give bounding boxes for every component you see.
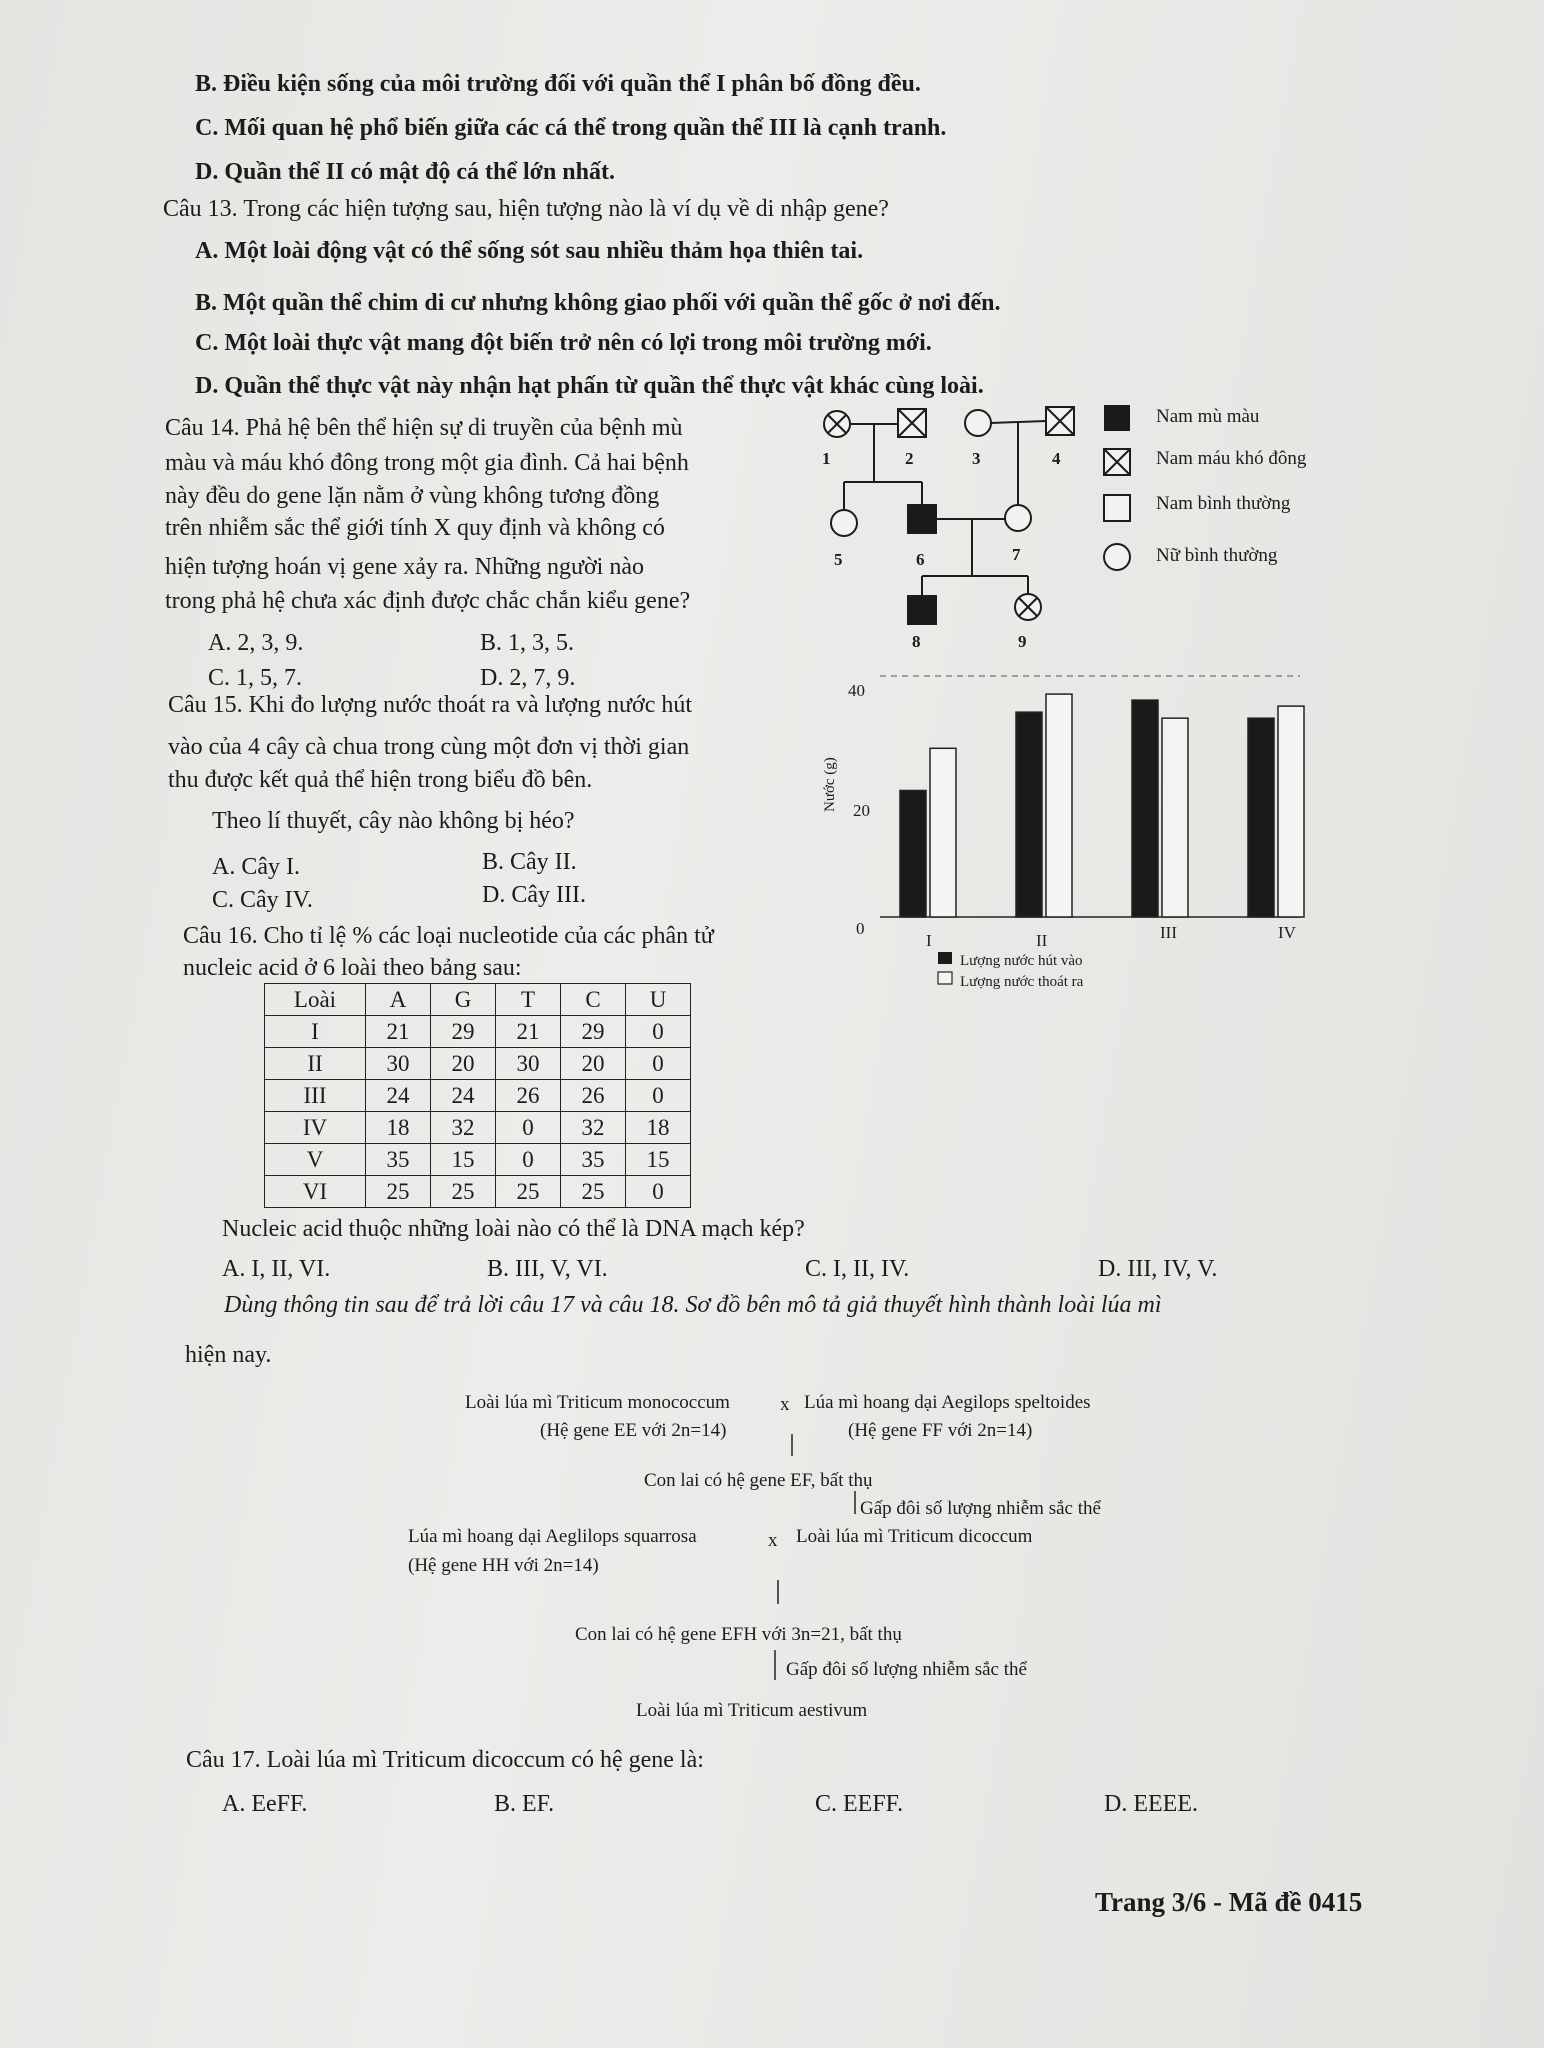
pedigree-number: 2 xyxy=(905,449,914,468)
pedigree-number: 4 xyxy=(1052,449,1061,468)
q14-option-c: C. 1, 5, 7. xyxy=(208,665,303,691)
chart-bar-transpired-I xyxy=(930,748,956,917)
legend-normal-female-symbol xyxy=(1104,544,1130,570)
water-bar-chart xyxy=(880,676,1304,984)
q15-option-a: A. Cây I. xyxy=(212,854,300,880)
q13-option-c: C. Một loài thực vật mang đột biến trở nên có lợi trong môi trường mới. xyxy=(195,330,932,356)
q15-stem-line: Câu 15. Khi đo lượng nước thoát ra và lượng nước hút xyxy=(168,692,693,718)
q14-stem-line: này đều do gene lặn nằm ở vùng không tương đồng xyxy=(165,483,660,509)
table-header-cell: U xyxy=(626,984,691,1016)
chart-category-label: I xyxy=(926,931,932,950)
q17-option-a: A. EeFF. xyxy=(222,1791,308,1817)
q15-stem-line: vào của 4 cây cà chua trong cùng một đơn vị thời gian xyxy=(168,734,690,760)
table-cell: 18 xyxy=(366,1112,431,1144)
table-cell: 0 xyxy=(496,1144,561,1176)
pedigree-number: 5 xyxy=(834,550,843,569)
table-cell: 15 xyxy=(431,1144,496,1176)
q12-option-b: B. Điều kiện sống của môi trường đối với quần thể I phân bố đồng đều. xyxy=(195,71,921,97)
pedigree-number: 3 xyxy=(972,449,981,468)
table-cell: IV xyxy=(265,1112,366,1144)
q16-stem-line: nucleic acid ở 6 loài theo bảng sau: xyxy=(183,955,522,981)
table-cell: 29 xyxy=(561,1016,626,1048)
chart-legend-swatch-transpired xyxy=(938,972,952,984)
table-cell: 0 xyxy=(626,1048,691,1080)
pedigree-number: 8 xyxy=(912,632,921,651)
q15-question: Theo lí thuyết, cây nào không bị héo? xyxy=(212,808,575,834)
table-cell: 32 xyxy=(431,1112,496,1144)
table-cell: 30 xyxy=(496,1048,561,1080)
table-cell: V xyxy=(265,1144,366,1176)
table-cell: 20 xyxy=(561,1048,626,1080)
page-footer: Trang 3/6 - Mã đề 0415 xyxy=(1095,1887,1363,1917)
table-cell: 25 xyxy=(431,1176,496,1208)
pedigree-individual-1 xyxy=(824,411,850,437)
table-cell: VI xyxy=(265,1176,366,1208)
chart-ytick-0: 0 xyxy=(856,919,865,938)
chart-bar-transpired-II xyxy=(1046,694,1072,917)
table-cell: 35 xyxy=(561,1144,626,1176)
table-cell: 20 xyxy=(431,1048,496,1080)
chart-category-label: III xyxy=(1160,923,1177,942)
table-cell: 21 xyxy=(366,1016,431,1048)
intro-17-18-line: hiện nay. xyxy=(185,1342,272,1368)
q12-option-c: C. Mối quan hệ phổ biến giữa các cá thể trong quần thể III là cạnh tranh. xyxy=(195,115,947,141)
scheme-hybrid-1: Con lai có hệ gene EF, bất thụ xyxy=(644,1470,873,1491)
chart-bar-transpired-IV xyxy=(1278,706,1304,917)
chart-legend-label-absorbed: Lượng nước hút vào xyxy=(960,953,1083,969)
scheme-hybrid-2: Con lai có hệ gene EFH với 3n=21, bất thụ xyxy=(575,1624,902,1645)
q16-question: Nucleic acid thuộc những loài nào có thể là DNA mạch kép? xyxy=(222,1216,805,1242)
pedigree-individual-9 xyxy=(1015,594,1041,620)
chart-ytick-40: 40 xyxy=(848,681,865,700)
scheme-parent-4: Loài lúa mì Triticum dicoccum xyxy=(796,1526,1033,1547)
chart-legend-swatch-absorbed xyxy=(938,952,952,964)
q13-stem: Câu 13. Trong các hiện tượng sau, hiện tượng nào là ví dụ về di nhập gene? xyxy=(163,196,889,222)
legend-normal-female-label: Nữ bình thường xyxy=(1156,545,1278,566)
pedigree-number: 9 xyxy=(1018,632,1027,651)
pedigree-diagram xyxy=(824,407,1074,624)
intro-17-18-line: Dùng thông tin sau để trả lời câu 17 và câu 18. Sơ đồ bên mô tả giả thuyết hình thành loài lúa mì xyxy=(224,1292,1162,1318)
chart-category-label: II xyxy=(1036,931,1048,950)
scheme-parent-2-genome: (Hệ gene FF với 2n=14) xyxy=(848,1420,1033,1441)
table-header-cell: A xyxy=(366,984,431,1016)
q17-option-b: B. EF. xyxy=(494,1791,555,1817)
q17-stem: Câu 17. Loài lúa mì Triticum dicoccum có hệ gene là: xyxy=(186,1747,704,1773)
q16-option-c: C. I, II, IV. xyxy=(805,1256,910,1282)
table-cell: 0 xyxy=(626,1016,691,1048)
q12-option-d: D. Quần thể II có mật độ cá thể lớn nhất. xyxy=(195,159,615,185)
chart-y-axis-label: Nước (g) xyxy=(822,757,838,812)
chart-legend-label-transpired: Lượng nước thoát ra xyxy=(960,974,1084,990)
table-cell: 25 xyxy=(366,1176,431,1208)
q16-option-a: A. I, II, VI. xyxy=(222,1256,331,1282)
chart-bar-absorbed-II xyxy=(1016,712,1042,917)
legend-color-blind-male-label: Nam mù màu xyxy=(1156,406,1260,427)
q13-option-d: D. Quần thể thực vật này nhận hạt phấn từ quần thể thực vật khác cùng loài. xyxy=(195,373,984,399)
q17-option-c: C. EEFF. xyxy=(815,1791,904,1817)
table-cell: 24 xyxy=(431,1080,496,1112)
table-header-cell: T xyxy=(496,984,561,1016)
table-cell: 0 xyxy=(626,1176,691,1208)
scheme-doubling-2: Gấp đôi số lượng nhiễm sắc thể xyxy=(786,1659,1027,1680)
scheme-cross-2: x xyxy=(768,1530,778,1551)
q14-option-d: D. 2, 7, 9. xyxy=(480,665,576,691)
table-cell: 26 xyxy=(561,1080,626,1112)
table-header-cell: C xyxy=(561,984,626,1016)
q15-option-d: D. Cây III. xyxy=(482,882,586,908)
pedigree-individual-8 xyxy=(908,596,936,624)
chart-bar-absorbed-IV xyxy=(1248,718,1274,917)
pedigree-number: 6 xyxy=(916,550,925,569)
legend-hemophilia-male-label: Nam máu khó đông xyxy=(1156,448,1307,469)
legend-color-blind-male-symbol xyxy=(1104,405,1130,431)
chart-ytick-20: 20 xyxy=(853,801,870,820)
table-cell: 24 xyxy=(366,1080,431,1112)
q17-option-d: D. EEEE. xyxy=(1104,1791,1198,1817)
chart-bar-absorbed-I xyxy=(900,790,926,917)
scheme-parent-2: Lúa mì hoang dại Aegilops speltoides xyxy=(804,1392,1091,1413)
table-cell: 15 xyxy=(626,1144,691,1176)
q13-option-b: B. Một quần thể chim di cư nhưng không giao phối với quần thể gốc ở nơi đến. xyxy=(195,290,1001,316)
table-cell: 25 xyxy=(496,1176,561,1208)
scheme-cross-1: x xyxy=(780,1394,790,1415)
scheme-arrows xyxy=(775,1434,855,1680)
chart-bar-transpired-III xyxy=(1162,718,1188,917)
table-cell: 25 xyxy=(561,1176,626,1208)
q15-stem-line: thu được kết quả thể hiện trong biểu đồ bên. xyxy=(168,767,593,793)
table-cell: 0 xyxy=(626,1080,691,1112)
q16-option-b: B. III, V, VI. xyxy=(487,1256,608,1282)
q14-stem-line: trên nhiễm sắc thể giới tính X quy định và không có xyxy=(165,515,665,541)
legend-normal-male-label: Nam bình thường xyxy=(1156,493,1291,514)
legend-normal-male-symbol xyxy=(1104,495,1130,521)
pedigree-individual-5 xyxy=(831,510,857,536)
table-cell: 35 xyxy=(366,1144,431,1176)
chart-category-label: IV xyxy=(1278,923,1296,942)
table-cell: II xyxy=(265,1048,366,1080)
q14-stem-line: hiện tượng hoán vị gene xảy ra. Những người nào xyxy=(165,554,644,580)
q13-option-a: A. Một loài động vật có thể sống sót sau nhiều thảm họa thiên tai. xyxy=(195,238,864,264)
scheme-parent-3-genome: (Hệ gene HH với 2n=14) xyxy=(408,1555,599,1576)
legend-hemophilia-male-symbol xyxy=(1104,449,1130,475)
pedigree-individual-3 xyxy=(965,410,991,436)
pedigree-individual-6 xyxy=(908,505,936,533)
q16-option-d: D. III, IV, V. xyxy=(1098,1256,1218,1282)
table-cell: 21 xyxy=(496,1016,561,1048)
q14-stem-line: trong phả hệ chưa xác định được chắc chắn kiểu gene? xyxy=(165,588,691,614)
table-cell: 32 xyxy=(561,1112,626,1144)
q14-stem-line: Câu 14. Phả hệ bên thể hiện sự di truyền của bệnh mù xyxy=(165,415,683,441)
pedigree-individual-7 xyxy=(1005,505,1031,531)
pedigree-individual-2 xyxy=(898,409,926,437)
table-cell: 0 xyxy=(496,1112,561,1144)
table-cell: III xyxy=(265,1080,366,1112)
pedigree-number: 1 xyxy=(822,449,831,468)
chart-bar-absorbed-III xyxy=(1132,700,1158,917)
q16-stem-line: Câu 16. Cho tỉ lệ % các loại nucleotide của các phân tử xyxy=(183,923,714,949)
table-header-cell: G xyxy=(431,984,496,1016)
table-cell: I xyxy=(265,1016,366,1048)
q14-stem-line: màu và máu khó đông trong một gia đình. Cả hai bệnh xyxy=(165,450,689,476)
scheme-result: Loài lúa mì Triticum aestivum xyxy=(636,1700,868,1721)
table-cell: 30 xyxy=(366,1048,431,1080)
table-cell: 29 xyxy=(431,1016,496,1048)
scheme-doubling-1: Gấp đôi số lượng nhiễm sắc thể xyxy=(860,1498,1101,1519)
table-cell: 18 xyxy=(626,1112,691,1144)
q15-option-c: C. Cây IV. xyxy=(212,887,313,913)
q14-option-b: B. 1, 3, 5. xyxy=(480,630,575,656)
table-cell: 26 xyxy=(496,1080,561,1112)
pedigree-individual-4 xyxy=(1046,407,1074,435)
q15-option-b: B. Cây II. xyxy=(482,849,577,875)
pedigree-number: 7 xyxy=(1012,545,1021,564)
scheme-parent-1-genome: (Hệ gene EE với 2n=14) xyxy=(540,1420,727,1441)
table-header-cell: Loài xyxy=(265,984,366,1016)
scheme-parent-1: Loài lúa mì Triticum monococcum xyxy=(465,1392,730,1413)
scheme-parent-3: Lúa mì hoang dại Aeglilops squarrosa xyxy=(408,1526,697,1547)
q14-option-a: A. 2, 3, 9. xyxy=(208,630,304,656)
